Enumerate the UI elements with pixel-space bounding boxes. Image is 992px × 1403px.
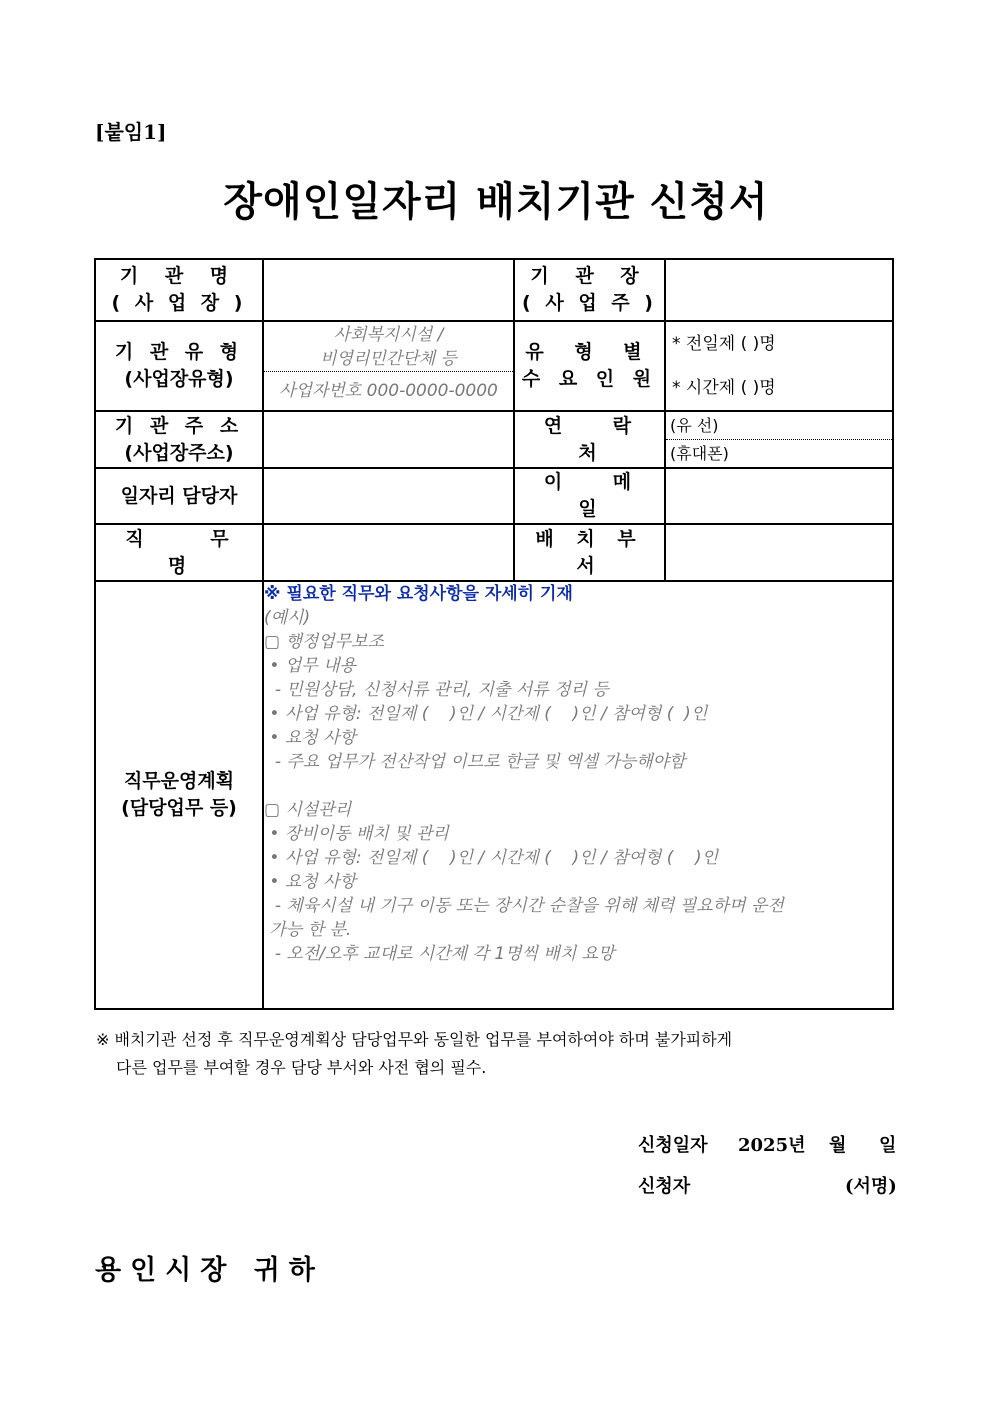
job-plan-line: (예시) — [264, 608, 311, 628]
job-plan-field[interactable] — [263, 581, 893, 1009]
application-year: 2025년 — [738, 1135, 806, 1156]
job-plan-line: - 주요 업무가 전산작업 이므로 한글 및 엑셀 가능해야함 — [264, 752, 686, 772]
org-type-label: 기 관 유 형 (사업장유형) — [95, 321, 263, 411]
application-day: 일 — [879, 1135, 897, 1156]
address-label: 기 관 주 소 (사업장주소) — [95, 411, 263, 468]
attachment-label: [붙임1] — [95, 120, 167, 144]
application-date-label: 신청일자 — [638, 1135, 708, 1156]
job-plan-line: ▢ 행정업무보조 — [264, 632, 384, 652]
job-plan-note: ※ 필요한 직무와 요청사항을 자세히 기재 — [264, 584, 573, 604]
demand-label: 유 형 별 수 요 인 원 — [514, 321, 665, 411]
address-field[interactable] — [263, 411, 514, 468]
parttime-count: * 시간제 ( )명 — [672, 378, 776, 398]
job-plan-line — [264, 774, 892, 798]
org-type-hint-1: 사회복지시설 / — [333, 324, 444, 345]
job-plan-line: • 사업 유형: 전일제 ( )인 / 시간제 ( )인 / 참여형 ( )인 — [264, 848, 719, 868]
email-label: 이 메 일 — [514, 468, 665, 524]
job-plan-line: ▢ 시설관리 — [264, 800, 352, 820]
demand-field[interactable] — [665, 321, 893, 411]
application-form-table — [94, 258, 894, 1010]
org-type-hint-2: 비영리민간단체 등 — [320, 348, 457, 369]
contact-label: 연 락 처 — [514, 411, 665, 468]
job-plan-line: • 사업 유형: 전일제 ( )인 / 시간제 ( )인 / 참여형 ( )인 — [264, 704, 708, 724]
job-plan-example — [264, 606, 892, 966]
org-name-field[interactable] — [263, 259, 514, 321]
org-head-field[interactable] — [665, 259, 893, 321]
org-type-field[interactable] — [263, 321, 514, 411]
application-month: 월 — [829, 1135, 847, 1156]
landline-field: (유 선) — [666, 412, 892, 440]
job-plan-label: 직무운영계획 (담당업무 등) — [95, 581, 263, 1009]
job-plan-line: • 장비이동 배치 및 관리 — [264, 824, 449, 844]
org-head-label: 기 관 장 ( 사 업 주 ) — [514, 259, 665, 321]
job-plan-line: - 민원상담, 신청서류 관리, 지출 서류 정리 등 — [264, 680, 609, 700]
signature-field[interactable]: (서명) — [845, 1176, 897, 1197]
notice-line-1: ※ 배치기관 선정 후 직무운영계획상 담당업무와 동일한 업무를 부여하여야 하며 불가피하게 — [96, 1030, 733, 1049]
notice-line-2: 다른 업무를 부여할 경우 담당 부서와 사전 협의 필수. — [116, 1058, 487, 1077]
contact-field[interactable] — [665, 411, 893, 468]
email-field[interactable] — [665, 468, 893, 524]
job-plan-line: 가능 한 분. — [264, 920, 352, 940]
job-title-label: 직 무 명 — [95, 524, 263, 581]
notice — [96, 1026, 896, 1082]
org-name-label: 기 관 명 ( 사 업 장 ) — [95, 259, 263, 321]
department-field[interactable] — [665, 524, 893, 581]
mobile-field: (휴대폰) — [670, 444, 729, 463]
job-title-field[interactable] — [263, 524, 514, 581]
business-number-hint: 사업자번호 000-0000-0000 — [279, 380, 498, 401]
job-plan-line: • 요청 사항 — [264, 728, 356, 748]
job-plan-line: - 체육시설 내 기구 이동 또는 장시간 순찰을 위해 체력 필요하며 운전 — [264, 896, 784, 916]
addressee: 용인시장 귀하 — [95, 1255, 324, 1286]
applicant-label: 신청자 — [638, 1176, 691, 1197]
manager-label: 일자리 담당자 — [95, 468, 263, 524]
fulltime-count: * 전일제 ( )명 — [672, 334, 776, 354]
department-label: 배 치 부 서 — [514, 524, 665, 581]
job-plan-line: - 오전/오후 교대로 시간제 각 1명씩 배치 요망 — [264, 944, 615, 964]
job-plan-line: • 업무 내용 — [264, 656, 356, 676]
manager-field[interactable] — [263, 468, 514, 524]
job-plan-line: • 요청 사항 — [264, 872, 356, 892]
page-title: 장애인일자리 배치기관 신청서 — [223, 179, 769, 225]
